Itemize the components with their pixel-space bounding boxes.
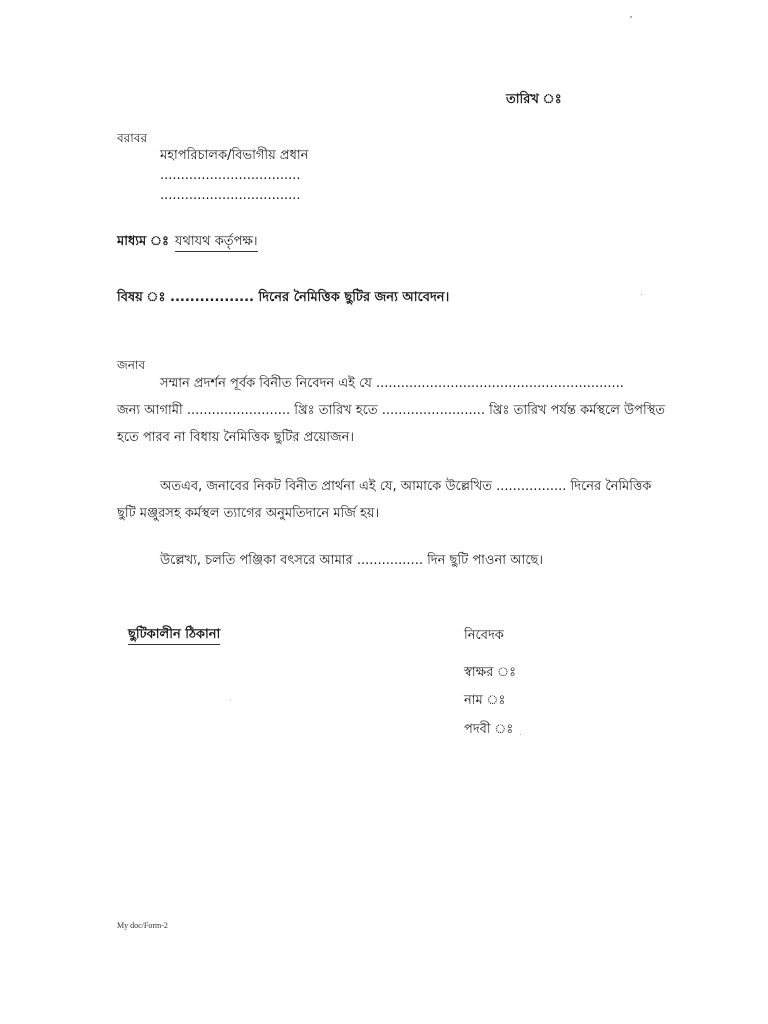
applicant-label: নিবেদক [464,628,504,643]
date-label: তারিখ ঃ [506,92,562,107]
leave-address-label: ছুটিকালীন ঠিকানা [128,627,220,645]
subject-label: বিষয় ঃ [117,290,166,305]
recipient-blank-line-2: .................................. [160,188,301,203]
scan-speck [230,700,231,701]
subject-line [117,290,449,306]
scan-speck [630,16,632,18]
scan-speck [641,294,642,295]
paragraph-1-line-2: জন্য আগামী ......................... খ্রিঃ তারিখ হতে ......................... খ্রিঃ তারিখ পর্যন্ত কর্মস্থলে উপস্থিত [117,403,666,418]
designation-label: পদবী ঃ [464,722,514,737]
subject-text: দিনের নৈমিত্তিক ছুটির জন্য আবেদন। [258,290,450,305]
recipient-title: মহাপরিচালক/বিভাগীয় প্রধান [160,148,309,163]
signature-label: স্বাক্ষর ঃ [464,665,517,680]
paragraph-1-line-1: সম্মান প্রদর্শন পূর্বক বিনীত নিবেদন এই যে ............................................................ [160,376,624,391]
recipient-salutation: বরাবর [117,131,148,145]
through-value: যথাযথ কর্তৃপক্ষ। [175,234,258,252]
through-label: মাধ্যম ঃ [117,234,169,249]
recipient-blank-line-1: .................................. [160,168,301,183]
paragraph-1-line-3: হতে পারব না বিধায় নৈমিত্তিক ছুটির প্রয়োজন। [117,430,355,445]
paragraph-3: উল্লেখ্য, চলতি পঞ্জিকা বৎসরে আমার ................ দিন ছুটি পাওনা আছে। [160,553,544,568]
footer-reference: My doc/Form-2 [117,921,168,930]
scan-speck [520,734,521,735]
paragraph-2-line-2: ছুটি মঞ্জুরসহ কর্মস্থল ত্যাগের অনুমতিদানে মর্জি হয়। [117,506,380,521]
greeting: জনাব [117,358,146,372]
paragraph-2-line-1: অতএব, জনাবের নিকট বিনীত প্রার্থনা এই যে, আমাকে উল্লেখিত ................. দিনের নৈমিত্তিক [160,479,652,494]
subject-blank: ................. [170,290,254,305]
name-label: নাম ঃ [464,693,506,708]
